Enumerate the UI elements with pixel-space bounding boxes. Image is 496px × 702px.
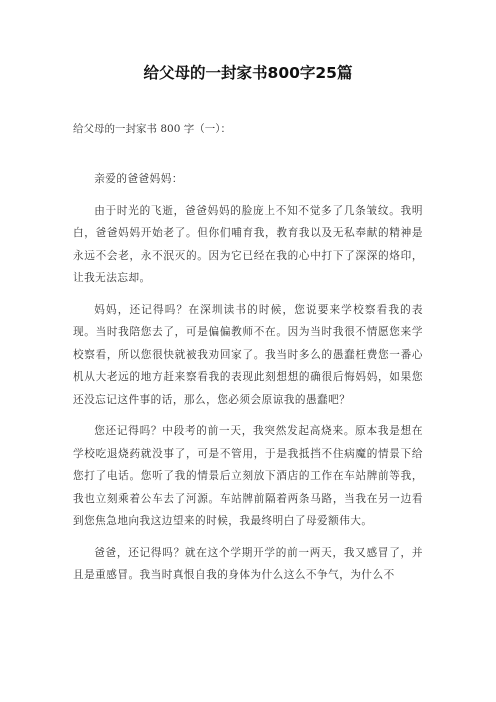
paragraph-4: 爸爸，还记得吗？就在这个学期开学的前一两天，我又感冒了，并且是重感冒。我当时真恨自我的身体为什么这么不争气，为什么不: [73, 546, 423, 581]
document-title: 给父母的一封家书800字25篇: [143, 64, 353, 82]
paragraph-1: 由于时光的飞逝，爸爸妈妈的脸庞上不知不觉多了几条皱纹。我明白，爸爸妈妈开始老了。但你们哺育我，教育我以及无私奉献的精神是永远不会老，永不泯灭的。因为它已经在我的心中打下了深深的烙印，让我无法忘却。: [73, 204, 423, 284]
paragraph-2: 妈妈，还记得吗？在深圳读书的时候，您说要来学校察看我的表现。当时我陪您去了，可是偏偏教师不在。因为当时我很不情愿您来学校察看，所以您很快就被我劝回家了。我当时多么的愚蠢枉费您一番心机从大老远的地方赶来察看我的表现此刻想想的确很后悔妈妈，如果您还没忘记这件事的话，那么，您必须会原谅我的愚蠢吧？: [73, 303, 423, 406]
letter-salutation: 亲爱的爸爸妈妈：: [94, 173, 183, 185]
section-subtitle: 给父母的一封家书 800 字（一）：: [73, 123, 231, 135]
paragraph-3: 您还记得吗？中段考的前一天，我突然发起高烧来。原本我是想在学校吃退烧药就没事了，可是不管用，于是我抵挡不住病魔的情景下给您打了电话。您听了我的情景后立刻放下酒店的工作在车站牌前等我，我也立刻乘着公车去了河源。车站牌前隔着两条马路，当我在另一边看到您焦急地向我这边望来的时候，我最终明白了母爱额伟大。: [73, 425, 423, 527]
